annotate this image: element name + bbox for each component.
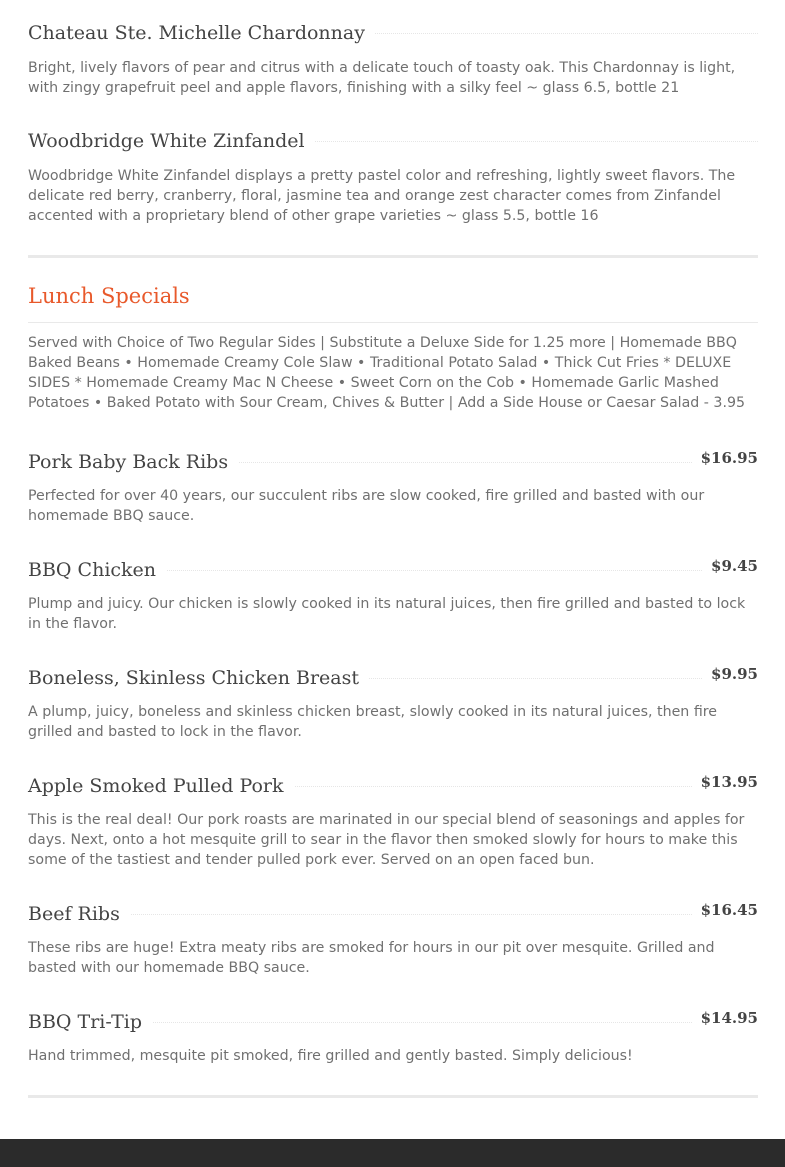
item-description: Plump and juicy. Our chicken is slowly cooked in its natural juices, then fire grilled and basted to lock in the flavor. <box>28 596 746 632</box>
item-price: $9.95 <box>703 663 758 685</box>
item-name: Boneless, Skinless Chicken Breast <box>28 665 369 691</box>
item-description: This is the real deal! Our pork roasts are marinated in our special blend of seasonings and apples for days. Next, onto a hot mesquite grill to sear in the flavor then smoked slowly for hours to make this some of the tastiest and tender pulled pork ever. Served on an open faced bun. <box>28 812 745 868</box>
wine-name: Woodbridge White Zinfandel <box>28 128 315 154</box>
item-name: Beef Ribs <box>28 901 130 927</box>
wine-description: Woodbridge White Zinfandel displays a pretty pastel color and refreshing, lightly sweet flavors. The delicate red berry, cranberry, floral, jasmine tea and orange zest character comes from Zinfandel accented with a proprietary blend of other grape varieties ~ glass 5.5, bottle 16 <box>28 168 736 224</box>
item-price: $16.95 <box>693 447 758 469</box>
item-price: $13.95 <box>693 771 758 793</box>
item-description: Perfected for over 40 years, our succulent ribs are slow cooked, fire grilled and basted with our homemade BBQ sauce. <box>28 488 705 524</box>
page-footer <box>0 1139 785 1167</box>
item-description: These ribs are huge! Extra meaty ribs are smoked for hours in our pit over mesquite. Grilled and basted with our homemade BBQ sauce. <box>28 940 715 976</box>
section-intro: Served with Choice of Two Regular Sides | Substitute a Deluxe Side for 1.25 more | Homemade BBQ Baked Beans • Homemade Creamy Cole Slaw • Traditional Potato Salad • Thick Cut Fries * DELUXE SIDES * Homemade Creamy Mac N Cheese • Sweet Corn on the Cob • Homemade Garlic Mashed Potatoes • Baked Potato with Sour Cream, Chives & Butter | Add a Side House or Caesar Salad - 3.95 <box>28 335 746 411</box>
wine-name: Chateau Ste. Michelle Chardonnay <box>28 20 375 46</box>
item-name: Pork Baby Back Ribs <box>28 449 238 475</box>
item-price: $16.45 <box>693 899 758 921</box>
section-divider <box>28 1095 758 1098</box>
item-name: Apple Smoked Pulled Pork <box>28 773 294 799</box>
item-description: A plump, juicy, boneless and skinless chicken breast, slowly cooked in its natural juices, then fire grilled and basted to lock in the flavor. <box>28 704 717 740</box>
item-price: $9.45 <box>703 555 758 577</box>
section-title: Lunch Specials <box>28 284 190 308</box>
leader-dots <box>28 914 758 915</box>
wine-description: Bright, lively flavors of pear and citrus with a delicate touch of toasty oak. This Chardonnay is light, with zingy grapefruit peel and apple flavors, finishing with a silky feel ~ glass 6.5, bottle 21 <box>28 60 736 96</box>
section-divider <box>28 255 758 258</box>
item-price: $14.95 <box>693 1007 758 1029</box>
title-divider <box>28 322 758 323</box>
item-name: BBQ Tri-Tip <box>28 1009 152 1035</box>
item-name: BBQ Chicken <box>28 557 166 583</box>
item-description: Hand trimmed, mesquite pit smoked, fire grilled and gently basted. Simply delicious! <box>28 1048 633 1064</box>
